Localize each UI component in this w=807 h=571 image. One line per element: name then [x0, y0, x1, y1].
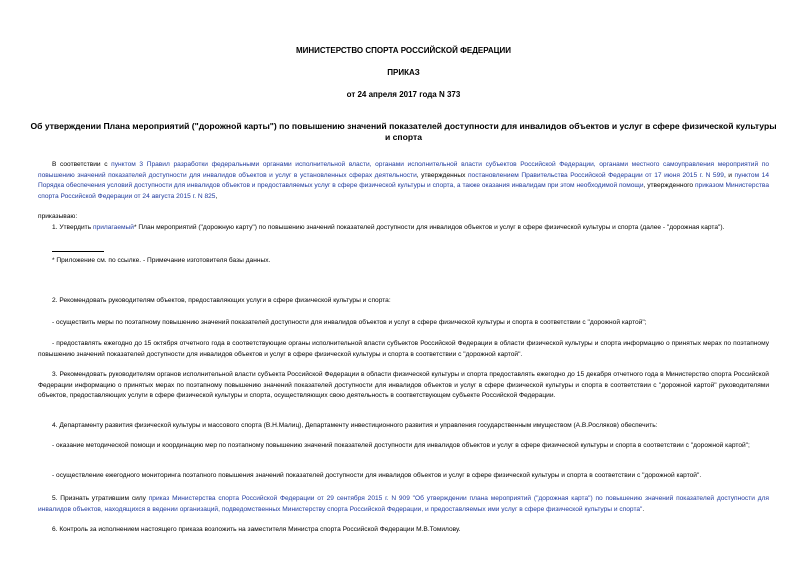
footnote-divider	[52, 251, 104, 252]
preamble-link-procedure[interactable]: пунктом 14 Порядка обеспечения условий доступности для инвалидов объектов и предоставляемых услуг в сфере физической культуры и спорта, а также оказания инвалидам при этом необходимой помощи	[38, 171, 769, 189]
document-title: Об утверждении Плана мероприятий ("дорожной карты") по повышению значений показателей доступности для инвалидов объектов и услуг в сфере физической культуры и спорта	[30, 121, 777, 142]
preamble-link-rules[interactable]: пунктом 3 Правил разработки федеральными органами исполнительной власти, органами исполнительной власти субъектов Российской Федерации, органами местного самоуправления мероприятий по повышению значений показателей доступности для инвалидов объектов и услуг в установленных сферах деятельности	[38, 161, 769, 179]
preamble-link-resolution[interactable]: постановлением Правительства Российской Федерации от 17 июня 2015 г. N 599	[467, 171, 724, 179]
footnote: * Приложение см. по ссылке. - Примечание изготовителя базы данных.	[52, 257, 271, 264]
preamble-text-5: ,	[215, 192, 218, 200]
item-6-paragraph: 6. Контроль за исполнением настоящего приказа возложить на заместителя Министра спорта Российской Федерации М.В.Томилову.	[52, 526, 461, 533]
item-2-point-a: - осуществить меры по поэтапному повышению значений показателей доступности для инвалидов объектов и услуг в сфере физической культуры и спорта в соответствии с "дорожной картой";	[52, 319, 647, 326]
item-2-point-b: - предоставлять ежегодно до 15 октября отчетного года в соответствующие органы исполнительной власти субъектов Российской Федерации в области физической культуры и спорта информацию о принятых мерах по поэтапному повышению значений показателей доступности для инвалидов объектов и услуг в сфере физической культуры и спорта в соответствии с "дорожной картой".	[38, 340, 769, 358]
document-date-number: от 24 апреля 2017 года N 373	[346, 90, 461, 99]
preamble-text-3: , и	[723, 171, 735, 179]
preamble-text-4: , утвержденного	[643, 182, 695, 189]
ministry-heading: МИНИСТЕРСТВО СПОРТА РОССИЙСКОЙ ФЕДЕРАЦИИ	[295, 46, 512, 55]
preamble-text-2: , утвержденных	[416, 171, 468, 179]
item-5-link-order-909[interactable]: приказ Министерства спорта Российской Федерации от 29 сентября 2015 г. N 909 "Об утверждении плана мероприятий ("дорожная карта") по повышению значений показателей доступности для инвалидов объектов, находящихся в ведении организаций, подведомственных Министерству спорта Российской Федерации, и предоставляемых ими услуг в сфере физической культуры и спорта"	[38, 495, 769, 513]
item-5-paragraph	[38, 494, 769, 515]
document-type-heading: ПРИКАЗ	[387, 68, 420, 77]
preamble-link-order-825[interactable]: приказом Министерства спорта Российской Федерации от 24 августа 2015 г. N 825	[38, 182, 769, 200]
order-word: приказываю:	[38, 213, 78, 220]
item-3-paragraph: 3. Рекомендовать руководителям органов исполнительной власти субъекта Российской Федерации в области физической культуры и спорта предоставлять ежегодно до 15 декабря отчетного года в Министерство спорта Российской Федерации информацию о принятых мерах по поэтапному повышению значений показателей доступности для инвалидов объектов и услуг в сфере физической культуры и спорта в соответствии с "дорожной картой" руководителями объектов, предоставляющих услуги в сфере физической культуры и спорта, осуществляющих свою деятельность в соответствующем субъекте Российской Федерации.	[38, 371, 769, 399]
item-4-point-b: - осуществление ежегодного мониторинга поэтапного повышения значений показателей доступности для инвалидов объектов и услуг в сфере физической культуры и спорта в соответствии с "дорожной картой".	[52, 472, 702, 479]
item-1-text-1: 1. Утвердить	[52, 224, 93, 231]
item-1-link-attached[interactable]: прилагаемый	[92, 224, 134, 231]
item-4-point-a: - оказание методической помощи и координацию мер по поэтапному повышению значений показателей доступности для инвалидов объектов и услуг в сфере физической культуры и спорта в соответствии с "дорожной картой";	[52, 442, 750, 449]
item-5-text-2: .	[642, 505, 645, 513]
preamble-paragraph	[38, 160, 769, 202]
item-5-text-1: 5. Признать утратившим силу	[52, 495, 149, 502]
item-4-paragraph: 4. Департаменту развития физической культуры и массового спорта (В.Н.Малиц), Департаменту инвестиционного развития и управления государственным имуществом (А.В.Росляков) обеспечить:	[52, 422, 658, 429]
item-1-paragraph	[38, 223, 769, 234]
item-2-paragraph: 2. Рекомендовать руководителям объектов, предоставляющих услуги в сфере физической культуры и спорта:	[52, 297, 391, 304]
item-1-text-2: * План мероприятий ("дорожную карту") по повышению значений показателей доступности для инвалидов объектов и услуг в сфере физической культуры и спорта (далее - "дорожная карта").	[133, 224, 725, 231]
preamble-text-1: В соответствии с	[52, 161, 112, 168]
